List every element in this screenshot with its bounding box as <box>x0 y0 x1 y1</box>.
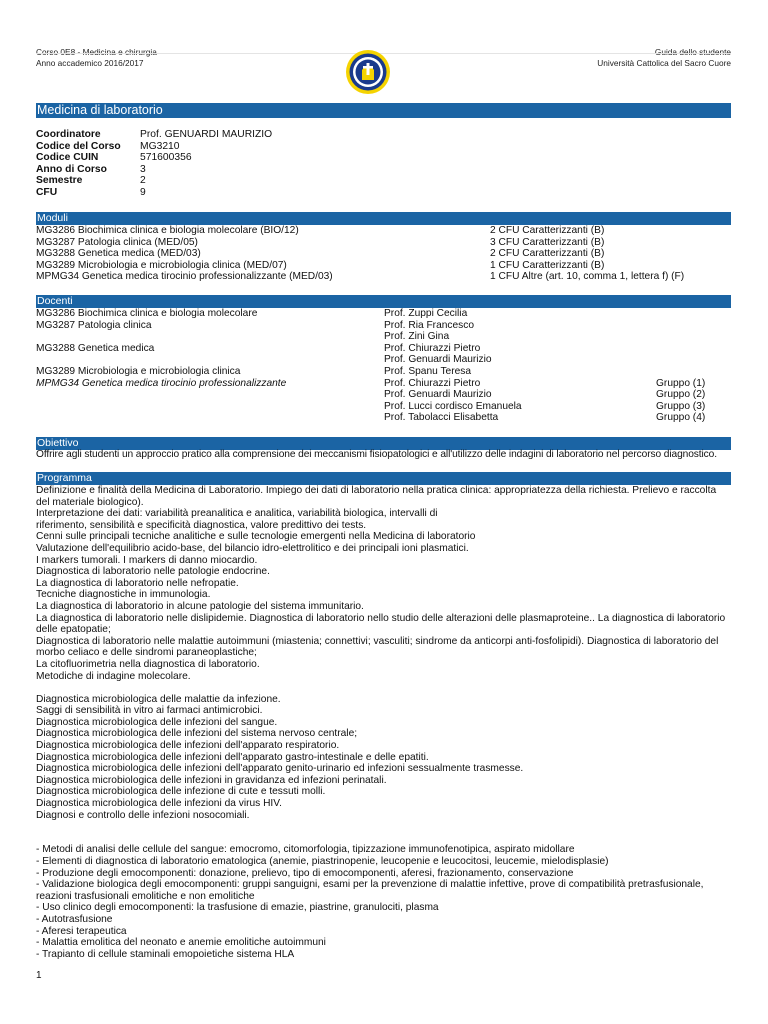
docente-prof: Prof. Tabolacci Elisabetta <box>384 412 499 424</box>
info-value: 2 <box>140 175 146 186</box>
info-value: 3 <box>140 163 146 175</box>
docenti-heading: Docenti <box>37 295 73 307</box>
course-title-bar <box>36 103 731 118</box>
programma-line: Diagnostica di laboratorio nelle malattie autoimmuni (miastenia; connettivi; vasculiti; sindrome da anticorpi anti-fosfolipidi). Diagnostica di laboratorio del <box>36 635 719 647</box>
docente-module: MG3287 Patologia clinica <box>36 319 152 331</box>
docente-prof: Prof. Ria Francesco <box>384 319 475 331</box>
table-row <box>36 389 731 401</box>
guide-line: Guida dello studente <box>654 47 731 57</box>
info-row <box>36 164 272 176</box>
module-name: MPMG34 Genetica medica tirocinio professionalizzante (MED/03) <box>36 271 333 283</box>
programma-line: Tecniche diagnostiche in immunologia. <box>36 589 211 601</box>
obiettivo-text: Offrire agli studenti un approccio pratico alla comprensione dei meccanismi fisiopatologici e all'utilizzo delle indagini di laboratorio nel percorso diagnostico. <box>36 449 717 460</box>
docente-prof: Prof. Zini Gina <box>384 331 450 343</box>
moduli-table <box>36 225 731 283</box>
docente-prof: Prof. Genuardi Maurizio <box>384 389 492 401</box>
module-cfu: 3 CFU Caratterizzanti (B) <box>490 236 605 248</box>
programma-heading: Programma <box>37 472 92 484</box>
table-row <box>36 260 731 272</box>
table-row <box>36 320 731 332</box>
docente-prof: Prof. Spanu Teresa <box>384 365 472 377</box>
info-label: Coordinatore <box>36 129 101 140</box>
info-row <box>36 152 272 164</box>
module-name: MG3289 Microbiologia e microbiologia clinica (MED/07) <box>36 259 287 271</box>
programma-line: Cenni sulle principali tecniche analitiche e sulle tecnologie emergenti nella Medicina di laboratorio <box>36 531 476 543</box>
table-row <box>36 248 731 260</box>
programma-line: Diagnostica di laboratorio nelle patologie endocrine. <box>36 566 270 578</box>
info-value: MG3210 <box>140 140 180 152</box>
docenti-table <box>36 308 731 424</box>
docente-group: Gruppo (2) <box>656 389 706 401</box>
programma-line: Interpretazione dei dati: variabilità preanalitica e analitica, variabilità biologica, intervalli di <box>36 508 438 520</box>
table-row <box>36 343 731 355</box>
info-value: 9 <box>140 186 146 198</box>
programma-line: - Aferesi terapeutica <box>36 925 127 937</box>
programma-line: riferimento, sensibilità e specificità diagnostica, valore predittivo dei tests. <box>36 519 367 531</box>
table-row <box>36 354 731 366</box>
programma-line: - Autotrasfusione <box>36 913 113 925</box>
table-row <box>36 412 731 424</box>
programma-line: - Produzione degli emocomponenti: donazione, prelievo, tipo di emocomponenti, aferesi, frazionamento, conservazione <box>36 867 574 879</box>
programma-line: Diagnostica microbiologica delle malattie da infezione. <box>36 693 281 705</box>
info-row <box>36 129 272 141</box>
docente-module: MG3286 Biochimica clinica e biologia molecolare <box>36 308 258 319</box>
course-line: Corso 0E8 - Medicina e chirurgia <box>36 47 157 57</box>
programma-line: Diagnostica microbiologica delle infezioni dell'apparato genito-urinario ed infezioni sessualmente trasmesse. <box>36 763 524 775</box>
programma-line <box>36 682 733 694</box>
page-number: 1 <box>36 970 42 981</box>
programma-line: - Uso clinico degli emocomponenti: la trasfusione di emazie, piastrine, granulociti, plasma <box>36 902 439 914</box>
info-row <box>36 175 272 187</box>
table-row <box>36 378 731 390</box>
docenti-heading-bar <box>36 295 731 308</box>
programma-line: Diagnosi e controllo delle infezioni nosocomiali. <box>36 809 250 821</box>
module-cfu: 1 CFU Caratterizzanti (B) <box>490 259 605 271</box>
info-row <box>36 187 272 199</box>
programma-line: Metodiche di indagine molecolare. <box>36 670 191 682</box>
info-value: Prof. GENUARDI MAURIZIO <box>140 129 273 140</box>
programma-line: - Malattia emolitica del neonato e anemie emolitiche autoimmuni <box>36 937 326 949</box>
info-value: 571600356 <box>140 152 192 163</box>
programma-line: - Elementi di diagnostica di laboratorio ematologica (anemie, piastrinopenie, leucopenie e leucocitosi, leucemie, mielodisplasie) <box>36 856 609 867</box>
programma-line: Diagnostica microbiologica delle infezioni da virus HIV. <box>36 798 282 810</box>
docente-prof: Prof. Zuppi Cecilia <box>384 308 468 319</box>
module-name: MG3288 Genetica medica (MED/03) <box>36 248 201 260</box>
module-name: MG3287 Patologia clinica (MED/05) <box>36 236 198 248</box>
docente-prof: Prof. Chiurazzi Pietro <box>384 377 481 389</box>
programma-line: Diagnostica microbiologica delle infezioni del sistema nervoso centrale; <box>36 728 358 740</box>
programma-line: - Validazione biologica degli emocomponenti: gruppi sanguigni, esami per la prevenzione di malattie infettive, prove di compatibilità pretrasfusionale, <box>36 879 704 891</box>
docente-module: MPMG34 Genetica medica tirocinio professionalizzante <box>36 377 287 389</box>
table-row <box>36 271 731 283</box>
programma-line: La diagnostica di laboratorio nelle nefropatie. <box>36 577 239 589</box>
docente-prof: Prof. Chiurazzi Pietro <box>384 342 481 354</box>
info-label: Codice del Corso <box>36 140 121 152</box>
header-left <box>36 47 157 69</box>
programma-line: Valutazione dell'equilibrio acido-base, del bilancio idro-elettrolitico e dei principali ioni plasmatici. <box>36 542 469 554</box>
docente-group: Gruppo (3) <box>656 400 706 412</box>
docente-group: Gruppo (1) <box>656 377 706 389</box>
programma-line: morbo celiaco e delle sindromi paraneoplastiche; <box>36 647 257 659</box>
programma-line: La diagnostica di laboratorio nelle dislipidemie. Diagnostica di laboratorio nello studio delle alterazioni delle plasmaproteine.. La diagnostica di laboratorio <box>36 612 726 624</box>
course-info <box>36 129 272 198</box>
programma-line: La citofluorimetria nella diagnostica di laboratorio. <box>36 658 260 670</box>
programma-line: Diagnostica microbiologica delle infezioni in gravidanza ed infezioni perinatali. <box>36 774 387 786</box>
programma-line: Diagnostica microbiologica delle infezioni del sangue. <box>36 716 278 728</box>
info-row <box>36 141 272 153</box>
header-right <box>597 47 731 69</box>
programma-line: La diagnostica di laboratorio in alcune patologie del sistema immunitario. <box>36 600 364 612</box>
docente-module: MG3288 Genetica medica <box>36 342 155 354</box>
programma-line: Diagnostica microbiologica delle infezioni dell'apparato respiratorio. <box>36 740 340 752</box>
university-seal-icon <box>345 49 391 95</box>
programma-line: delle epatopatie; <box>36 624 111 636</box>
programma-line: Diagnostica microbiologica delle infezione di cute e tessuti molli. <box>36 786 326 798</box>
table-row <box>36 237 731 249</box>
module-cfu: 2 CFU Caratterizzanti (B) <box>490 248 605 260</box>
programma-line: Diagnostica microbiologica delle infezioni dell'apparato gastro-intestinale e delle epatiti. <box>36 751 429 763</box>
programma-line: I markers tumorali. I markers di danno miocardio. <box>36 554 258 566</box>
docente-module: MG3289 Microbiologia e microbiologia clinica <box>36 365 241 377</box>
programma-line: - Metodi di analisi delle cellule del sangue: emocromo, citomorfologia, tipizzazione immunofenotipica, aspirato midollare <box>36 844 575 856</box>
programma-line <box>36 833 733 845</box>
table-row <box>36 366 731 378</box>
info-label: Semestre <box>36 175 83 186</box>
course-title: Medicina di laboratorio <box>37 103 163 117</box>
docente-prof: Prof. Genuardi Maurizio <box>384 354 492 366</box>
module-name: MG3286 Biochimica clinica e biologia molecolare (BIO/12) <box>36 225 299 236</box>
table-row <box>36 225 731 237</box>
info-label: Codice CUIN <box>36 152 99 163</box>
programma-line: Saggi di sensibilità in vitro ai farmaci antimicrobici. <box>36 705 263 717</box>
programma-text <box>36 485 733 960</box>
moduli-heading: Moduli <box>37 212 68 224</box>
info-label: CFU <box>36 186 58 198</box>
programma-line <box>36 821 733 833</box>
table-row <box>36 331 731 343</box>
module-cfu: 2 CFU Caratterizzanti (B) <box>490 225 605 236</box>
obiettivo-heading: Obiettivo <box>37 437 79 449</box>
university-line: Università Cattolica del Sacro Cuore <box>597 58 731 68</box>
programma-line: del materiale biologico). <box>36 496 144 508</box>
docente-group: Gruppo (4) <box>656 412 706 424</box>
academic-year-line: Anno accademico 2016/2017 <box>36 58 144 68</box>
module-cfu: 1 CFU Altre (art. 10, comma 1, lettera f) (F) <box>490 271 685 283</box>
programma-heading-bar <box>36 472 731 485</box>
table-row <box>36 401 731 413</box>
table-row <box>36 308 731 320</box>
programma-line: Definizione e finalità della Medicina di Laboratorio. Impiego dei dati di laboratorio nella pratica clinica: appropriatezza della richiesta. Prelievo e raccolta <box>36 485 717 496</box>
programma-line: - Trapianto di cellule staminali emopoietiche sistema HLA <box>36 948 295 960</box>
programma-line: reazioni trasfusionali emolitiche e non emolitiche <box>36 890 255 902</box>
info-label: Anno di Corso <box>36 163 107 175</box>
docente-prof: Prof. Lucci cordisco Emanuela <box>384 400 522 412</box>
moduli-heading-bar <box>36 212 731 225</box>
